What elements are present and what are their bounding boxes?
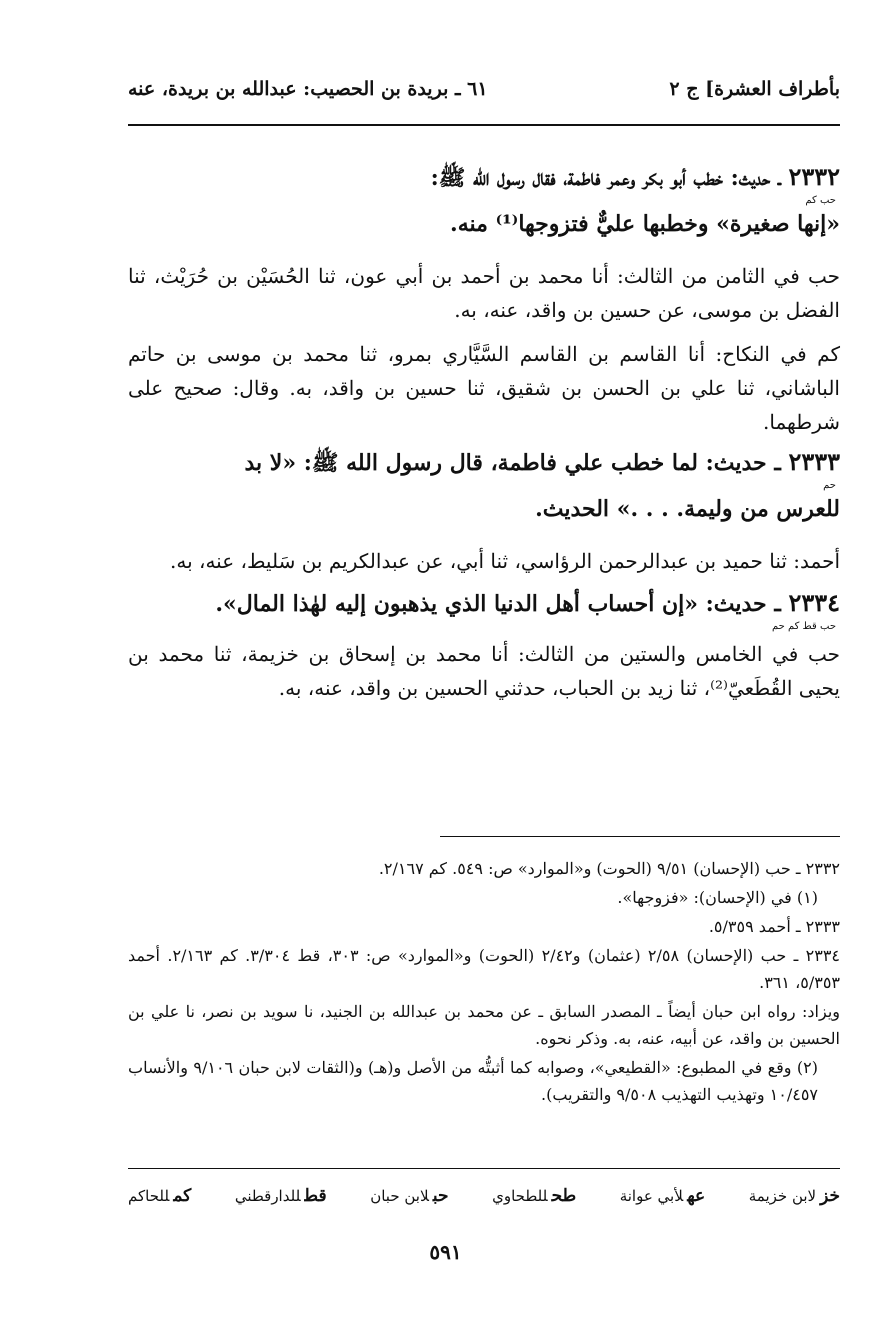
entry-title-line1: ـ حديث: «إن أحساب أهل الدنيا الذي يذهبون إليه لهٰذا المال». xyxy=(215,591,781,617)
source-paragraph: أحمد: ثنا حميد بن عبدالرحمن الرؤاسي، ثنا أبي، عن عبدالكريم بن سَليط، عنه، به. xyxy=(169,549,840,573)
footnote: ٢٣٣٢ ـ حب (الإحسان) ٩/٥١ (الحوت) و«الموارد» ص: ٥٤٩. كم ٢/١٦٧. xyxy=(378,859,840,878)
footnote: ويزاد: رواه ابن حبان أيضاً ـ المصدر السابق ـ عن محمد بن عبدالله بن الجنيد، نا سويد بن نصر، نا علي بن الحسين بن واقد، عن أبيه، عنه، به. وذكر نحوه. xyxy=(128,1002,840,1048)
abbreviation-item: خزلابن خزيمة xyxy=(748,1186,840,1206)
footnote: ٢٣٣٣ ـ أحمد ٥/٣٥٩. xyxy=(708,917,840,936)
footnote: (٢) وقع في المطبوع: «القطيعي»، وصوابه كما أثبتُّه من الأصل و(هـ) و(الثقات لابن حبان ٩/١٠٦ والأنساب ١٠/٤٥٧ وتهذيب التهذيب ٩/٥٠٨ والتقريب). xyxy=(128,1058,819,1104)
entry-title-line2: «إنها صغيرة» وخطبها عليٌّ فتزوجها⁽¹⁾ منه. xyxy=(450,211,840,237)
abbreviation-item: كمللحاكم xyxy=(128,1186,192,1206)
page-number: ٥٩١ xyxy=(429,1240,462,1264)
running-head xyxy=(128,78,840,100)
entry-title xyxy=(128,160,840,195)
entry-title-line2: للعرس من وليمة. . . .» الحديث. xyxy=(535,496,840,522)
abbreviation-rule xyxy=(128,1168,840,1169)
hadith-entry-2333 xyxy=(128,445,840,578)
footnotes xyxy=(128,855,840,1110)
entry-number: ٢٣٣٤ xyxy=(788,588,840,617)
source-paragraph: حب في الخامس والستين من الثالث: أنا محمد بن إسحاق بن خزيمة، ثنا محمد بن يحيى القُطَعيّ⁽²⁾، ثنا زيد بن الحباب، حدثني الحسين بن واقد، عنه، به. xyxy=(128,642,840,700)
abbreviation-item: عهلأبي عوانة xyxy=(619,1186,706,1206)
entry-sigla: حب قط كم حم xyxy=(771,621,836,632)
hadith-entry-2332 xyxy=(128,160,840,439)
footnote: ٢٣٣٤ ـ حب (الإحسان) ٢/٥٨ (عثمان) و٢/٤٢ (الحوت) و«الموارد» ص: ٣٠٣، قط ٣/٣٠٤. كم ٢/١٦٣. أحمد ٥/٣٥٣، ٣٦١. xyxy=(128,946,841,992)
entry-sigla: حم xyxy=(823,480,836,491)
running-head-right: بأطراف العشرة] ج ٢ xyxy=(669,78,840,100)
source-paragraph: حب في الثامن من الثالث: أنا محمد بن أحمد بن أبي عون، ثنا الحُسَيْن بن حُرَيْث، ثنا الفضل بن موسى، عن حسين بن واقد، عنه، به. xyxy=(128,264,840,322)
entry-title-line1: ـ حديث: خطب أبو بكر وعمر فاطمة، فقال رسول الله ﷺ: xyxy=(430,165,781,191)
running-head-left: ٦١ ـ بريدة بن الحصيب: عبدالله بن بريدة، عنه xyxy=(128,78,488,100)
header-rule xyxy=(128,124,840,126)
entry-number: ٢٣٣٣ xyxy=(788,447,840,476)
abbreviation-item: قطللدارقطني xyxy=(234,1186,327,1206)
entry-title xyxy=(128,586,840,621)
entry-title-line1: ـ حديث: لما خطب علي فاطمة، قال رسول الله ﷺ: «لا بد xyxy=(244,450,781,476)
abbreviation-item: حبلابن حبان xyxy=(370,1186,449,1206)
footnote: (١) في (الإحسان): «فزوجها». xyxy=(617,888,818,907)
hadith-entry-2334 xyxy=(128,586,840,705)
footnote-rule xyxy=(440,836,840,837)
abbreviation-legend xyxy=(128,1186,840,1206)
entry-number: ٢٣٣٢ xyxy=(788,162,840,191)
entry-title xyxy=(128,445,840,480)
abbreviation-item: طحللطحاوي xyxy=(492,1186,577,1206)
source-paragraph: كم في النكاح: أنا القاسم بن القاسم السَّيَّاري بمرو، ثنا محمد بن موسى بن حاتم الباشاني، ثنا علي بن الحسن بن شقيق، ثنا حسين بن واقد، به. وقال: صحيح على شرطهما. xyxy=(128,342,840,434)
entry-sigla: حب كم xyxy=(805,195,836,206)
main-text xyxy=(128,160,840,705)
